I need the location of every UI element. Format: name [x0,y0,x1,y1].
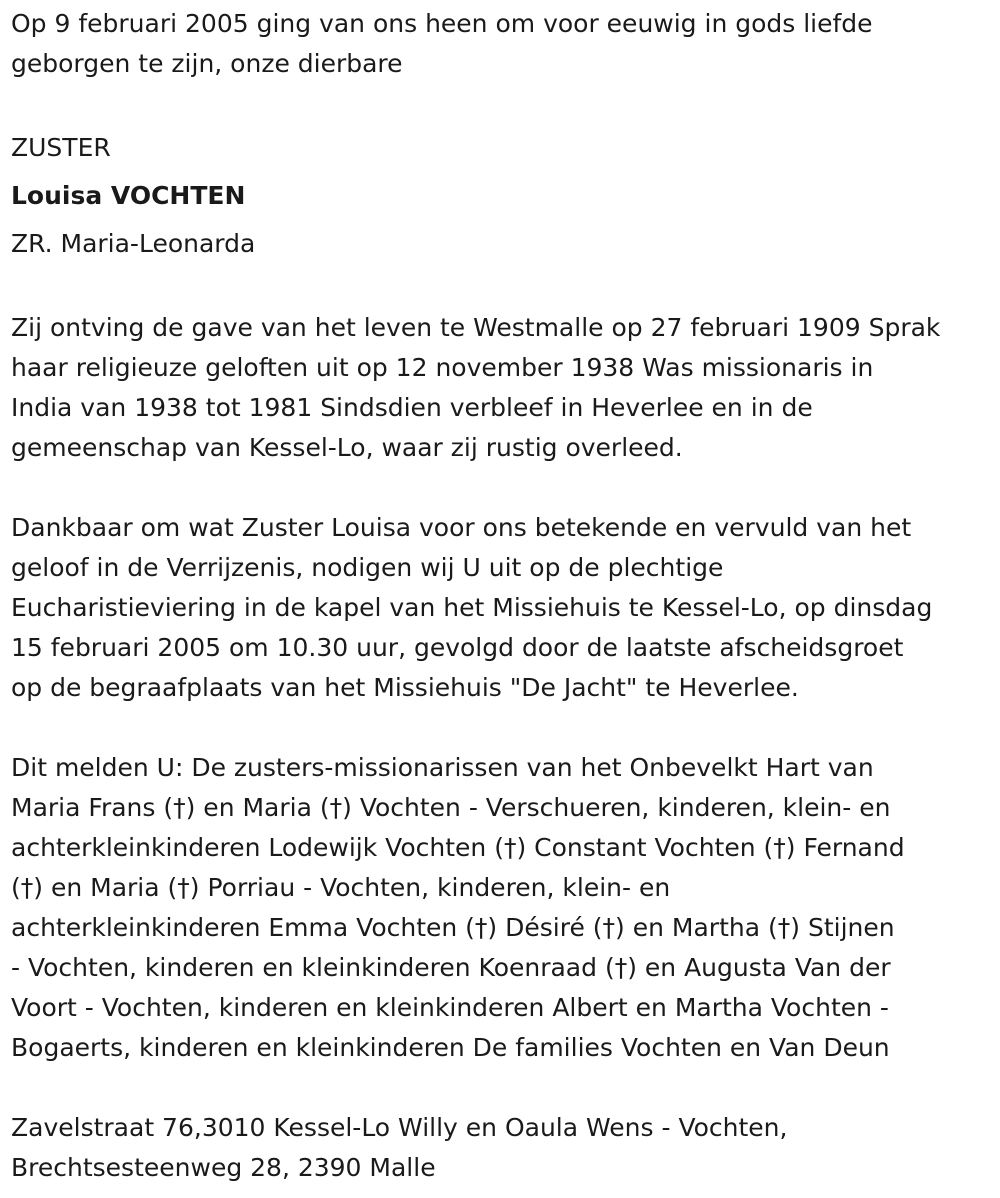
service-paragraph: Dankbaar om wat Zuster Louisa voor ons betekende en vervuld van het geloof in de Verrijzenis, nodigen wij U uit op de plechtige Eucharistieviering in de kapel van het Missiehuis te Kessel-Lo, op dinsdag 15 februari 2005 om 10.30 uur, gevolgd door de laatste afscheidsgroet op de begraafplaats van het Missiehuis "De Jacht" te Heverlee. [11,513,933,702]
family-paragraph: Dit melden U: De zusters-missionarissen van het Onbevelkt Hart van Maria Frans (†) en Maria (†) Vochten - Verschueren, kinderen, klein- en achterkleinkinderen Lodewijk Vochten (†) Constant Vochten (†) Fernand (†) en Maria (†) Porriau - Vochten, kinderen, klein- en achterkleinkinderen Emma Vochten (†) Désiré (†) en Martha (†) Stijnen - Vochten, kinderen en kleinkinderen Koenraad (†) en Augusta Van der Voort - Vochten, kinderen en kleinkinderen Albert en Martha Vochten - Bogaerts, kinderen en kleinkinderen De families Vochten en Van Deun [11,753,905,1062]
biography-paragraph: Zij ontving de gave van het leven te Westmalle op 27 februari 1909 Sprak haar religieuze geloften uit op 12 november 1938 Was missionaris in India van 1938 tot 1981 Sindsdien verbleef in Heverlee en in de gemeenschap van Kessel-Lo, waar zij rustig overleed. [11,313,941,462]
deceased-name: Louisa VOCHTEN [11,181,246,210]
addresses-paragraph: Zavelstraat 76,3010 Kessel-Lo Willy en Oaula Wens - Vochten, Brechtsesteenweg 28, 2390 Malle [11,1113,788,1182]
intro-paragraph: Op 9 februari 2005 ging van ons heen om voor eeuwig in gods liefde geborgen te zijn, onze dierbare [11,9,873,78]
title-label: ZUSTER [11,133,111,162]
deceased-heading [11,124,991,268]
religious-name: ZR. Maria-Leonarda [11,229,256,258]
